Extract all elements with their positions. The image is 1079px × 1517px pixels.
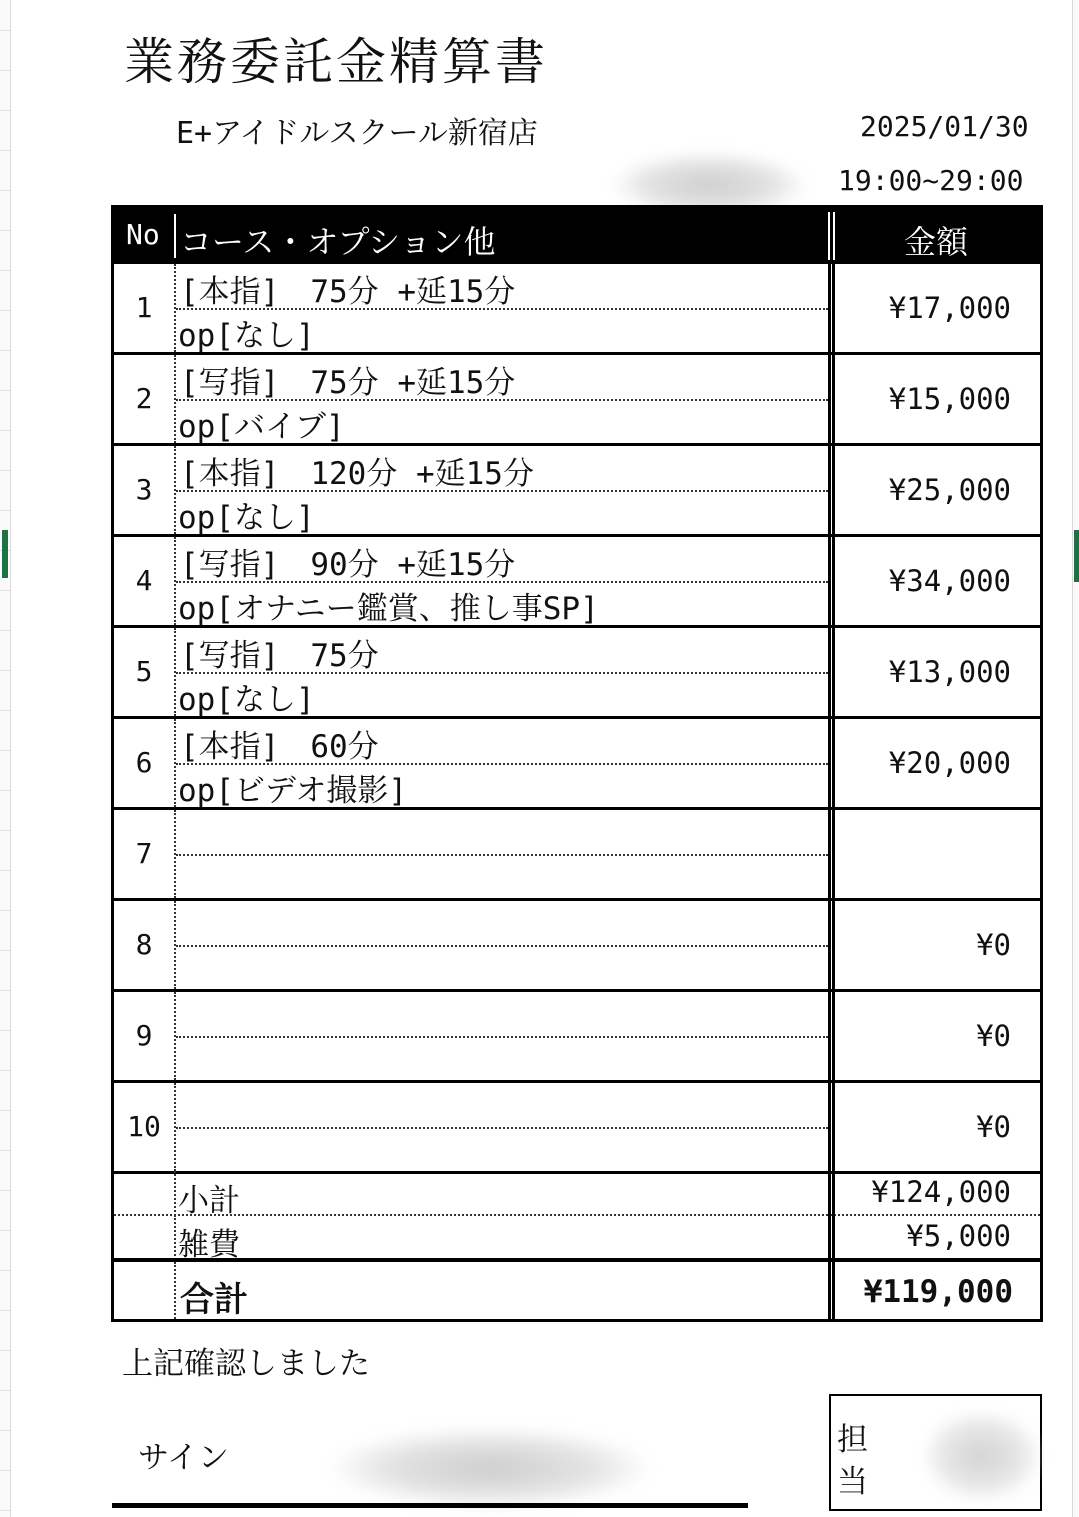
row-course: [写指] 75分 +延15分 [180, 365, 516, 401]
sheet-gridline [0, 1310, 10, 1311]
row-dotted-line [176, 1127, 828, 1129]
settlement-table [111, 205, 1043, 1322]
sheet-gridline [0, 630, 10, 631]
sheet-gridline [0, 1470, 10, 1471]
row-amount: ¥13,000 [888, 655, 1011, 689]
sheet-gridline [0, 750, 10, 751]
sheet-gridline [0, 710, 10, 711]
sheet-gridline [0, 1510, 10, 1511]
sheet-gridline [0, 950, 10, 951]
table-row[interactable] [114, 264, 1040, 355]
sheet-gridline [0, 590, 10, 591]
sheet-gridline [0, 350, 10, 351]
sheet-gridline [0, 1430, 10, 1431]
time-range: 19:00~29:00 [838, 164, 1024, 197]
sheet-gridline [0, 830, 10, 831]
row-option: op[バイブ] [178, 409, 345, 445]
row-option: op[オナニー鑑賞、推し事SP] [178, 591, 599, 627]
sheet-gridline [0, 510, 10, 511]
misc-label: 雑費 [178, 1227, 240, 1263]
header-course: コース・オプション他 [180, 223, 496, 261]
subtotal-label: 小計 [178, 1183, 240, 1219]
sheet-gridline [0, 430, 10, 431]
row-divider [174, 1215, 176, 1260]
table-row[interactable] [114, 1083, 1040, 1174]
row-option: op[ビデオ撮影] [178, 773, 408, 809]
sheet-left-gutter [0, 0, 11, 1517]
row-no: 8 [135, 928, 153, 961]
sheet-gridline [0, 390, 10, 391]
sheet-gridline [0, 990, 10, 991]
sheet-gridline [0, 470, 10, 471]
row-amount: ¥17,000 [888, 291, 1011, 325]
sheet-gridline [0, 30, 10, 31]
sheet-gridline [0, 670, 10, 671]
row-amount [835, 810, 1011, 898]
sheet-gridline [0, 1390, 10, 1391]
store-name: E+アイドルスクール新宿店 [176, 116, 538, 151]
row-no: 10 [127, 1110, 161, 1143]
sheet-gridline [0, 790, 10, 791]
row-dotted-line [176, 854, 828, 856]
misc-amount: ¥5,000 [906, 1219, 1011, 1253]
signature-line [112, 1503, 748, 1508]
row-course: [写指] 90分 +延15分 [180, 547, 516, 583]
subtotal-amount: ¥124,000 [871, 1175, 1011, 1209]
total-amount: ¥119,000 [863, 1274, 1013, 1310]
row-option: op[なし] [178, 318, 315, 354]
row-dotted-line [176, 1036, 828, 1038]
row-amount: ¥0 [976, 928, 1011, 962]
header-divider [174, 214, 176, 258]
row-amount: ¥20,000 [888, 746, 1011, 780]
sign-label: サイン [138, 1440, 229, 1476]
sheet-gridline [0, 1110, 10, 1111]
sheet-gridline [0, 1150, 10, 1151]
row-no: 7 [135, 837, 153, 870]
total-row [114, 1262, 1040, 1319]
sheet-gridline [0, 910, 10, 911]
row-no: 5 [135, 655, 153, 688]
row-course: [本指] 75分 +延15分 [180, 274, 516, 310]
sheet-gridline [0, 1190, 10, 1191]
row-divider [174, 1262, 176, 1319]
row-no: 4 [135, 564, 153, 597]
table-row[interactable] [114, 901, 1040, 992]
sheet-gridline [0, 270, 10, 271]
sheet-gridline [0, 1070, 10, 1071]
staff-label-1: 担 [837, 1422, 868, 1458]
sheet-gridline [0, 1230, 10, 1231]
row-amount: ¥25,000 [888, 473, 1011, 507]
table-row[interactable] [114, 355, 1040, 446]
table-row[interactable] [114, 992, 1040, 1083]
date: 2025/01/30 [860, 110, 1029, 143]
table-header [114, 208, 1040, 264]
redacted-blur [922, 1410, 1042, 1502]
table-row[interactable] [114, 810, 1040, 901]
table-row[interactable] [114, 719, 1040, 810]
row-course: [写指] 75分 [180, 638, 379, 674]
row-option: op[なし] [178, 500, 315, 536]
sheet-gridline [0, 150, 10, 151]
selection-handle-left[interactable] [2, 530, 8, 578]
redacted-blur [330, 1428, 650, 1508]
row-amount: ¥15,000 [888, 382, 1011, 416]
row-no: 9 [135, 1019, 153, 1052]
sheet-gridline [0, 230, 10, 231]
sheet-gridline [0, 190, 10, 191]
table-row[interactable] [114, 628, 1040, 719]
sheet-gridline [0, 310, 10, 311]
sheet-gridline [0, 1350, 10, 1351]
staff-label-2: 当 [837, 1464, 868, 1500]
misc-row [114, 1215, 1040, 1263]
sheet-gridline [0, 870, 10, 871]
row-no: 2 [135, 382, 153, 415]
row-no: 1 [135, 291, 153, 324]
confirm-text: 上記確認しました [122, 1346, 370, 1382]
row-amount: ¥34,000 [888, 564, 1011, 598]
row-course: [本指] 60分 [180, 729, 379, 765]
amount-column-divider [828, 264, 835, 1319]
subtotal-row [114, 1171, 1040, 1219]
sheet-right-gutter [1072, 0, 1079, 1517]
sheet-gridline [0, 110, 10, 111]
row-no: 6 [135, 746, 153, 779]
row-divider [174, 1171, 176, 1216]
total-label: 合計 [180, 1280, 248, 1320]
row-course: [本指] 120分 +延15分 [180, 456, 534, 492]
table-row[interactable] [114, 537, 1040, 628]
sheet-gridline [0, 1270, 10, 1271]
header-double-divider [828, 212, 835, 260]
row-amount: ¥0 [976, 1110, 1011, 1144]
selection-handle-right[interactable] [1074, 530, 1079, 582]
sheet-gridline [0, 1030, 10, 1031]
row-amount: ¥0 [976, 1019, 1011, 1053]
sheet-gridline [0, 70, 10, 71]
row-option: op[なし] [178, 682, 315, 718]
document-title: 業務委託金精算書 [124, 33, 548, 91]
header-amount: 金額 [904, 223, 969, 261]
row-dotted-line [176, 945, 828, 947]
table-row[interactable] [114, 446, 1040, 537]
header-no: No [126, 218, 160, 251]
row-no: 3 [135, 473, 153, 506]
